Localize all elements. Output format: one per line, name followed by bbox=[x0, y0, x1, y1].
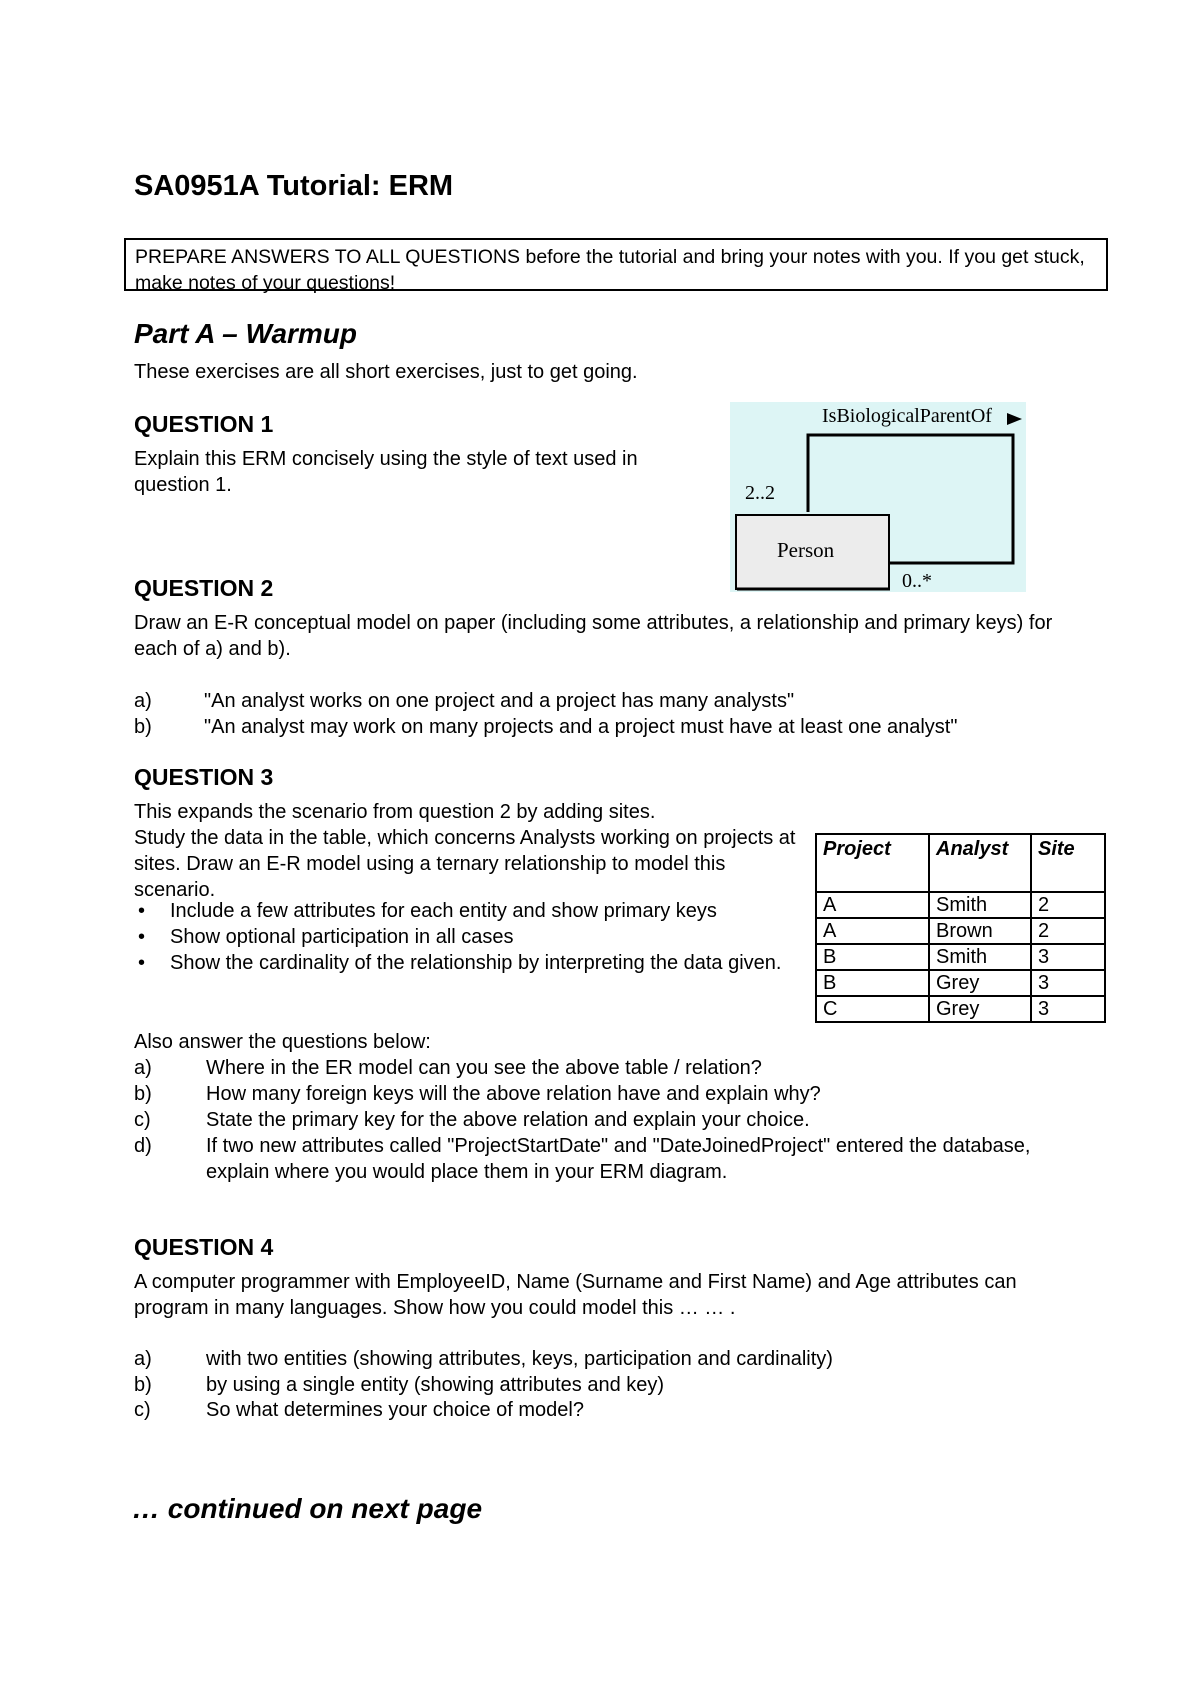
column-header-site: Site bbox=[1031, 834, 1105, 892]
item-text: with two entities (showing attributes, keys, participation and cardinality) bbox=[206, 1348, 833, 1370]
item-label: b) bbox=[134, 1083, 152, 1105]
item-label: b) bbox=[134, 1374, 152, 1396]
continued-note: … continued on next page bbox=[132, 1493, 483, 1524]
table-cell: 3 bbox=[1031, 996, 1105, 1022]
question-2-heading: QUESTION 2 bbox=[134, 575, 274, 601]
bullet-item bbox=[134, 950, 804, 976]
item-text: If two new attributes called "ProjectStartDate" and "DateJoinedProject" entered the database, explain where you would place them in your ERM diagram. bbox=[206, 1135, 1031, 1183]
bullet-icon: • bbox=[138, 952, 146, 974]
question-4-item bbox=[134, 1397, 1094, 1423]
item-text: State the primary key for the above relation and explain your choice. bbox=[206, 1109, 810, 1131]
table-cell: Brown bbox=[929, 918, 1031, 944]
item-label: a) bbox=[134, 1348, 152, 1370]
cardinality-top: 2..2 bbox=[745, 482, 775, 504]
question-4-item bbox=[134, 1346, 1094, 1372]
question-3-text: Study the data in the table, which concerns Analysts working on projects at sites. Draw an E-R model using a ternary relationship to model this scenario. bbox=[134, 827, 796, 901]
question-3-intro: This expands the scenario from question 2 by adding sites. bbox=[134, 801, 656, 823]
table-cell: Grey bbox=[929, 970, 1031, 996]
erm-diagram bbox=[730, 402, 1026, 592]
question-4-heading: QUESTION 4 bbox=[134, 1234, 274, 1260]
table-row bbox=[816, 944, 1105, 970]
question-1-text: Explain this ERM concisely using the style of text used in question 1. bbox=[134, 448, 638, 496]
item-text: "An analyst works on one project and a project has many analysts" bbox=[204, 690, 795, 712]
question-4-item bbox=[134, 1372, 1094, 1398]
column-header-analyst: Analyst bbox=[929, 834, 1031, 892]
question-3-heading: QUESTION 3 bbox=[134, 764, 274, 790]
question-2-text: Draw an E-R conceptual model on paper (including some attributes, a relationship and primary keys) for each of a) and b). bbox=[134, 612, 1053, 660]
question-3-bullets bbox=[134, 898, 804, 976]
table-row bbox=[816, 918, 1105, 944]
question-3-item bbox=[134, 1081, 1094, 1107]
table-cell: 2 bbox=[1031, 892, 1105, 918]
table-row bbox=[816, 892, 1105, 918]
table-cell: 2 bbox=[1031, 918, 1105, 944]
page-title: SA0951A Tutorial: ERM bbox=[134, 170, 454, 202]
question-1-heading: QUESTION 1 bbox=[134, 411, 274, 437]
table-cell: Smith bbox=[929, 944, 1031, 970]
item-text: "An analyst may work on many projects and a project must have at least one analyst" bbox=[204, 716, 958, 738]
table-cell: 3 bbox=[1031, 970, 1105, 996]
table-row bbox=[816, 996, 1105, 1022]
column-header-project: Project bbox=[816, 834, 929, 892]
item-label: c) bbox=[134, 1399, 151, 1421]
question-3-also: Also answer the questions below: bbox=[134, 1031, 431, 1053]
table-header-row bbox=[816, 834, 1105, 892]
item-label: c) bbox=[134, 1109, 151, 1131]
item-text: How many foreign keys will the above relation have and explain why? bbox=[206, 1083, 821, 1105]
item-text: So what determines your choice of model? bbox=[206, 1399, 584, 1421]
item-label: d) bbox=[134, 1135, 152, 1157]
bullet-item bbox=[134, 924, 804, 950]
table-cell: Smith bbox=[929, 892, 1031, 918]
notice-box: PREPARE ANSWERS TO ALL QUESTIONS before the tutorial and bring your notes with you. If you get stuck, make notes of your questions! bbox=[124, 238, 1108, 291]
question-4-text: A computer programmer with EmployeeID, Name (Surname and First Name) and Age attributes can program in many languages. Show how you could model this … … . bbox=[134, 1271, 1017, 1319]
bullet-icon: • bbox=[138, 926, 146, 948]
table-cell: C bbox=[816, 996, 929, 1022]
item-label: b) bbox=[134, 716, 152, 738]
bullet-text: Include a few attributes for each entity and show primary keys bbox=[170, 900, 717, 922]
item-label: a) bbox=[134, 690, 152, 712]
bullet-text: Show optional participation in all cases bbox=[170, 926, 514, 948]
bullet-item bbox=[134, 898, 804, 924]
question-2-item bbox=[134, 688, 1094, 714]
analyst-data-table bbox=[815, 833, 1106, 1023]
table-cell: B bbox=[816, 970, 929, 996]
table-cell: Grey bbox=[929, 996, 1031, 1022]
item-text: Where in the ER model can you see the above table / relation? bbox=[206, 1057, 762, 1079]
table-cell: A bbox=[816, 918, 929, 944]
question-3-item bbox=[134, 1107, 1094, 1133]
question-3-item bbox=[134, 1055, 1094, 1081]
question-3-item bbox=[134, 1133, 1094, 1185]
cardinality-bottom: 0..* bbox=[902, 570, 932, 592]
part-a-intro: These exercises are all short exercises, just to get going. bbox=[134, 361, 638, 383]
item-text: by using a single entity (showing attributes and key) bbox=[206, 1374, 665, 1396]
table-cell: A bbox=[816, 892, 929, 918]
table-cell: 3 bbox=[1031, 944, 1105, 970]
part-a-heading: Part A – Warmup bbox=[134, 318, 358, 349]
person-entity-label: Person bbox=[777, 538, 835, 562]
table-cell: B bbox=[816, 944, 929, 970]
table-row bbox=[816, 970, 1105, 996]
question-2-item bbox=[134, 714, 1094, 740]
bullet-icon: • bbox=[138, 900, 146, 922]
bullet-text: Show the cardinality of the relationship by interpreting the data given. bbox=[170, 952, 782, 974]
item-label: a) bbox=[134, 1057, 152, 1079]
relationship-label: IsBiologicalParentOf bbox=[822, 405, 992, 427]
